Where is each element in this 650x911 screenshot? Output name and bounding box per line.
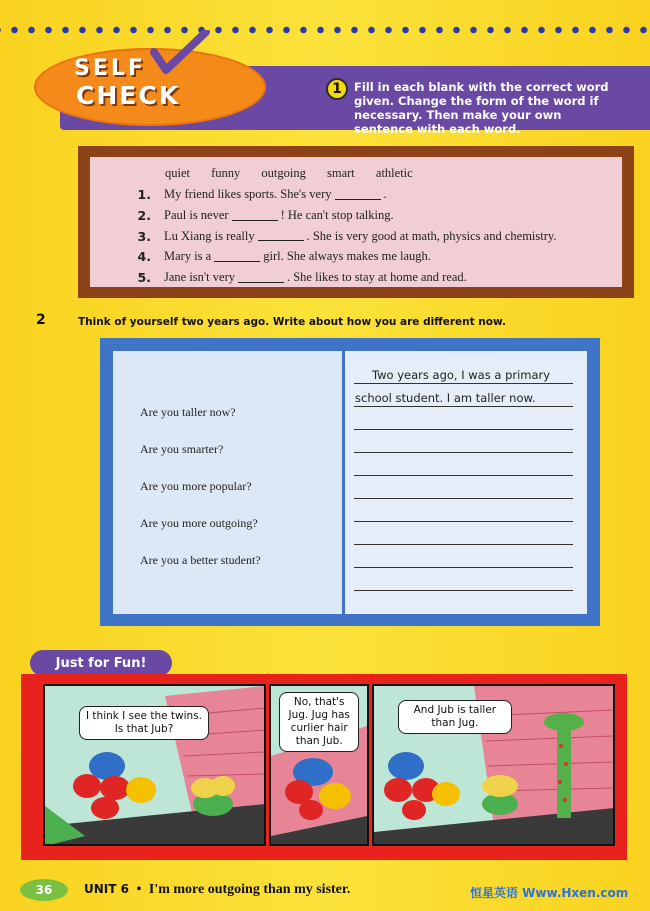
answer-area [345, 351, 587, 614]
question-item: Are you smarter? [140, 442, 224, 456]
answer-line[interactable] [354, 476, 573, 499]
exercise-1-number: 1 [326, 78, 348, 100]
word-bank-item: outgoing [261, 166, 306, 180]
speech-bubble-2: No, that's Jug. Jug has curlier hair than Jub. [279, 692, 359, 752]
answer-line[interactable] [354, 545, 573, 568]
watermark: 恒星英语 Www.Hxen.com [470, 886, 629, 900]
answer-line[interactable]: school student. I am taller now. [354, 384, 573, 407]
question-item: Are you more popular? [140, 479, 252, 493]
just-for-fun-badge: Just for Fun! [30, 650, 172, 676]
exercise-1-panel [90, 157, 622, 287]
answer-blank[interactable] [335, 190, 381, 200]
exercise-1-item: 5. Jane isn't very . She likes to stay at home and read. [137, 270, 467, 286]
answer-blank[interactable] [232, 211, 278, 221]
exercise-1-item: 1. My friend likes sports. She's very . [137, 187, 387, 203]
self-check-title: SELF CHECK [74, 56, 181, 110]
answer-line[interactable] [354, 568, 573, 591]
word-bank-item: quiet [165, 166, 190, 180]
speech-bubble-1: I think I see the twins. Is that Jub? [79, 706, 209, 740]
answer-line[interactable] [354, 407, 573, 430]
word-bank-item: athletic [375, 166, 413, 180]
word-bank-item: funny [211, 166, 241, 180]
answer-line[interactable] [354, 453, 573, 476]
exercise-1-item: 3. Lu Xiang is really . She is very good at math, physics and chemistry. [137, 228, 557, 244]
comic-panel-2 [269, 684, 369, 846]
answer-blank[interactable] [258, 231, 304, 241]
comic-panel-3 [372, 684, 615, 846]
comic-panel-1 [43, 684, 266, 846]
exercise-1-item: 2. Paul is never ! He can't stop talking. [137, 208, 394, 224]
page-number: 36 [20, 879, 68, 901]
answer-blank[interactable] [214, 252, 260, 262]
word-bank-item: smart [327, 166, 355, 180]
speech-bubble-3: And Jub is taller than Jug. [398, 700, 512, 734]
answer-line[interactable] [354, 522, 573, 545]
exercise-2-instruction: Think of yourself two years ago. Write about how you are different now. [78, 316, 506, 328]
exercise-1-item: 4. Mary is a girl. She always makes me laugh. [137, 249, 431, 265]
question-item: Are you a better student? [140, 553, 261, 567]
exercise-2-frame [100, 338, 600, 626]
answer-blank[interactable] [238, 273, 284, 283]
dotted-border [0, 26, 650, 34]
question-item: Are you taller now? [140, 405, 236, 419]
exercise-1-frame [78, 146, 634, 298]
comic-strip [21, 674, 627, 860]
answer-line[interactable]: Two years ago, I was a primary [354, 361, 573, 384]
footer-unit-title: UNIT 6 • I'm more outgoing than my sister. [84, 882, 351, 897]
word-bank [165, 166, 622, 181]
answer-line[interactable] [354, 499, 573, 522]
question-item: Are you more outgoing? [140, 516, 258, 530]
exercise-1-instruction: Fill in each blank with the correct word given. Change the form of the word if necessary. Then make your own sentence with each word. [354, 80, 609, 136]
question-list [113, 351, 345, 614]
exercise-2-number: 2 [36, 312, 46, 328]
answer-line[interactable] [354, 430, 573, 453]
